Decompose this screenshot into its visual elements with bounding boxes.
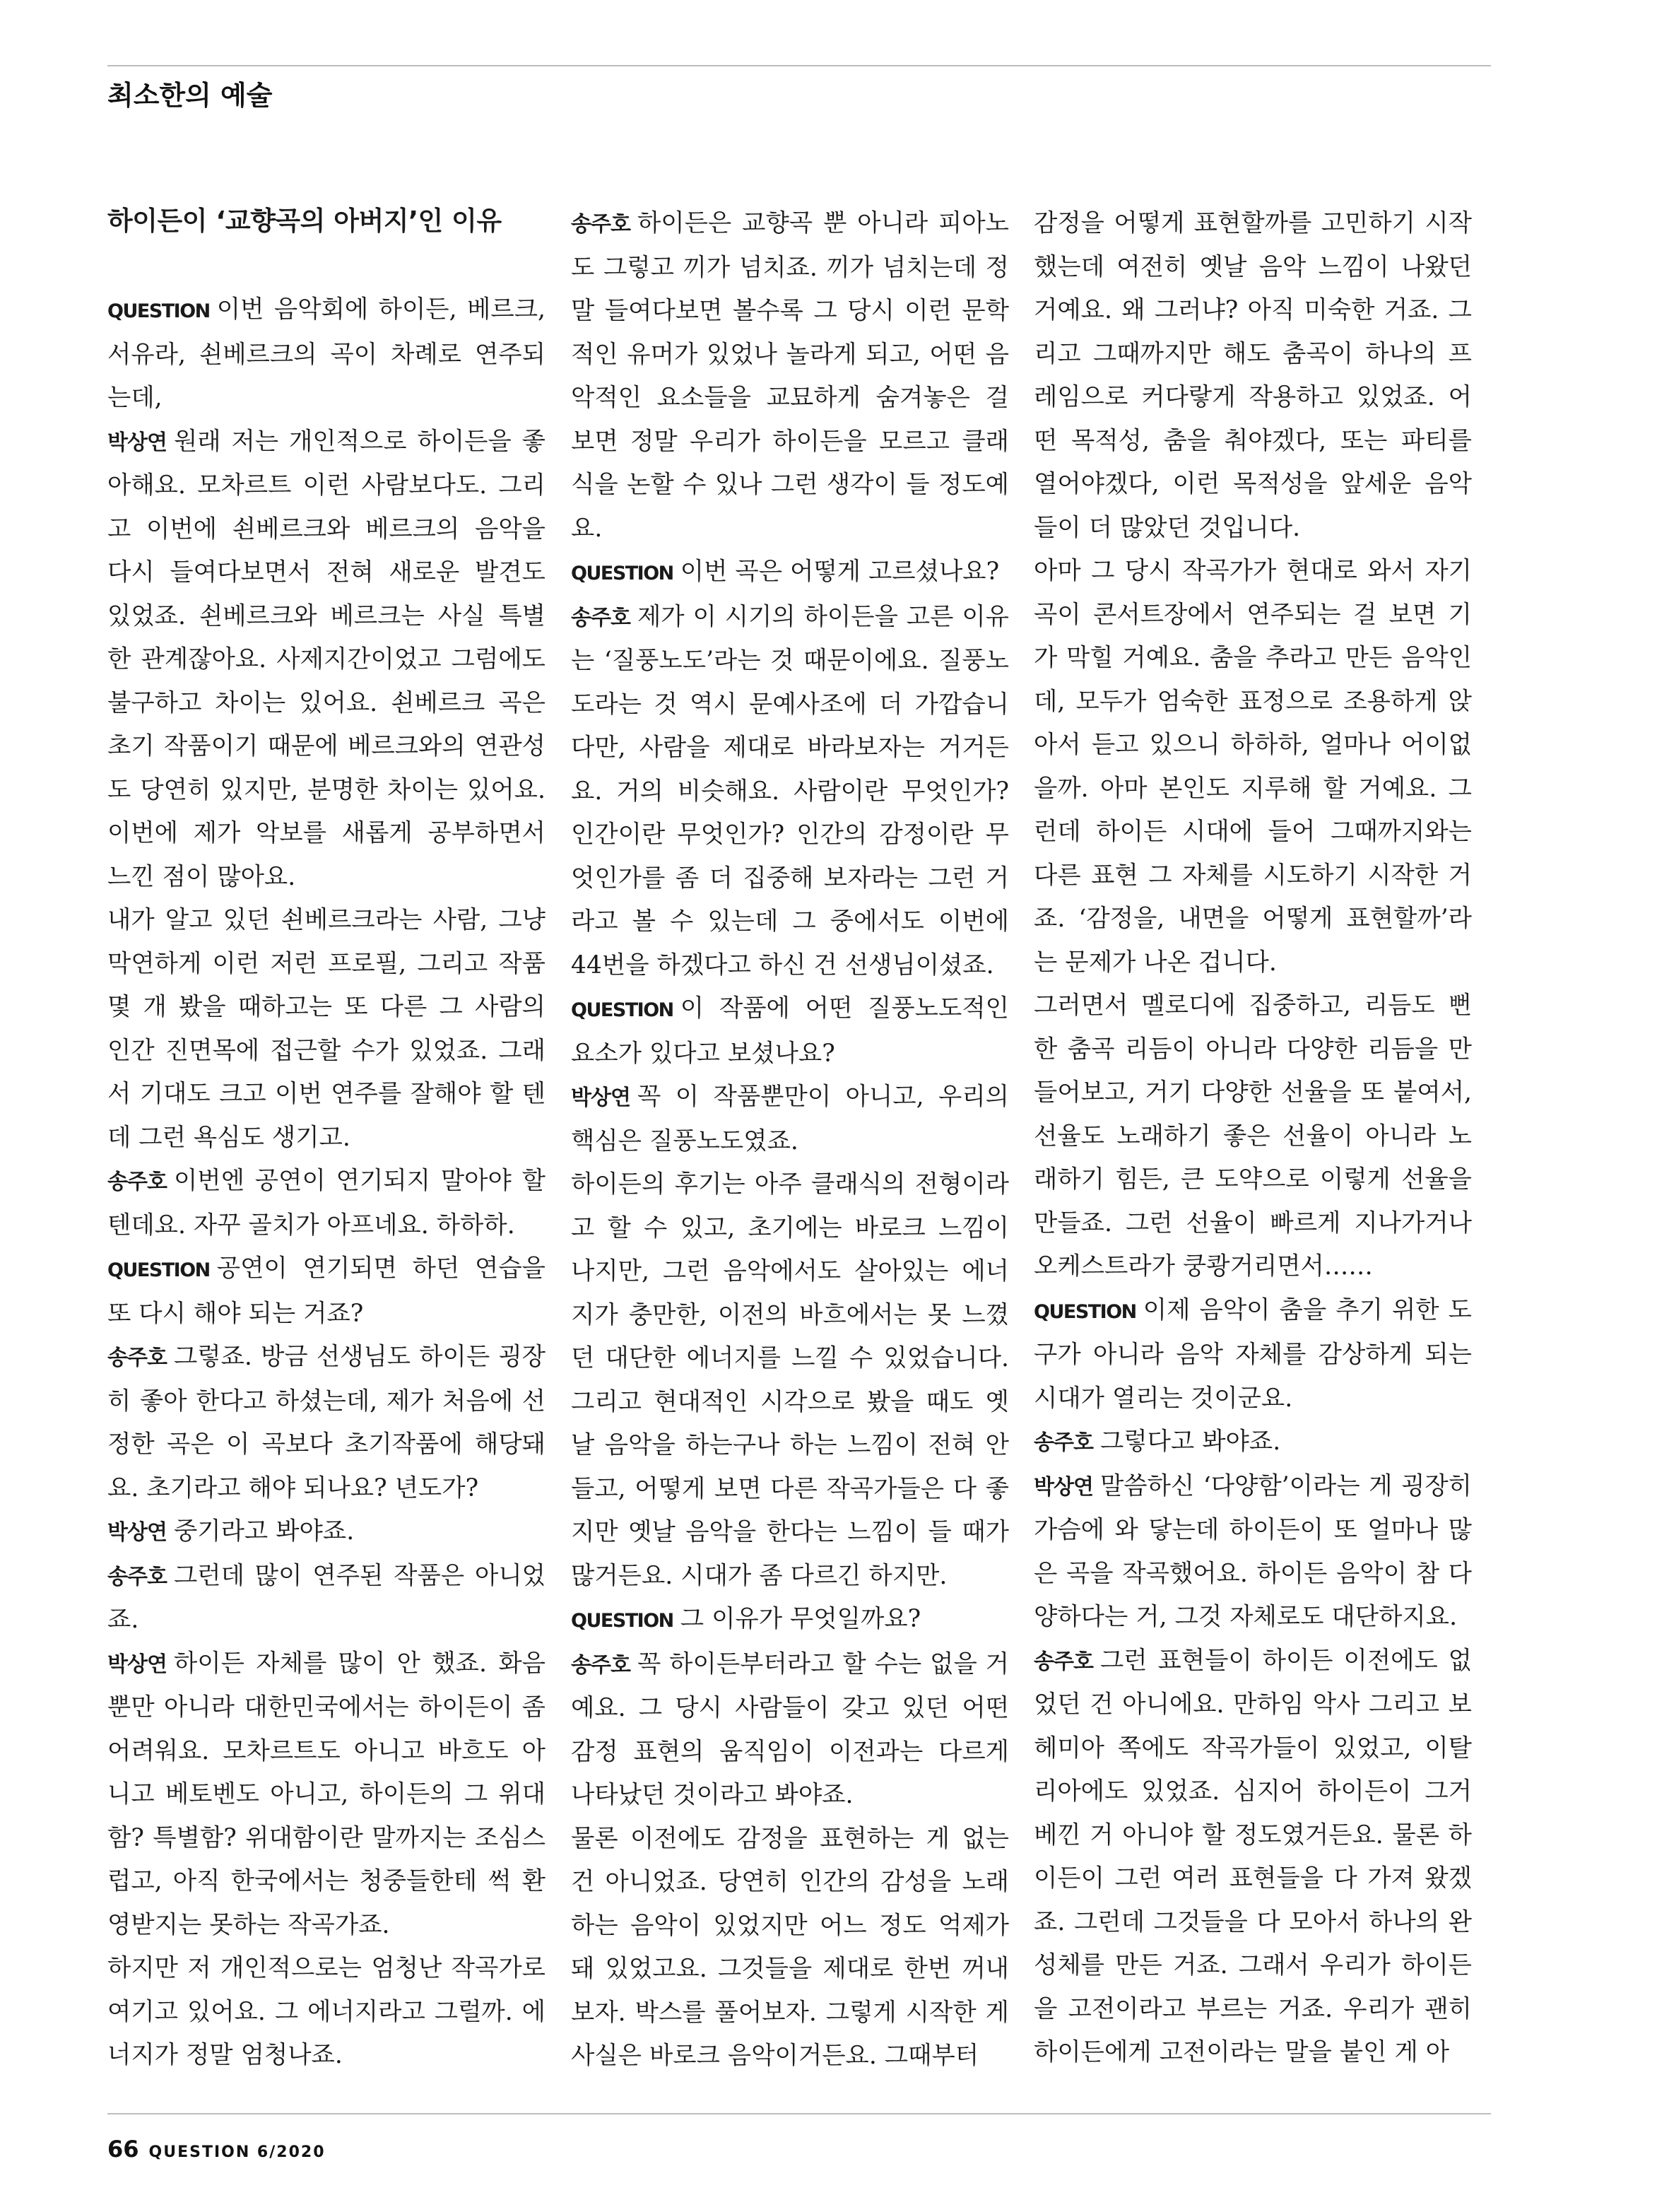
paragraph-text: 꼭 이 작품뿐만이 아니고, 우리의 핵심은 질풍노도였죠.: [571, 1083, 1009, 1155]
paragraph: [107, 420, 545, 900]
speaker-name: 박상연: [1034, 1474, 1093, 1500]
paragraph-text: 이 작품에 어떤 질풍노도적인 요소가 있다고 보셨나요?: [571, 994, 1009, 1068]
paragraph: [107, 1642, 545, 1948]
paragraph: [107, 1247, 545, 1336]
speaker-name: 송주호: [1034, 1649, 1093, 1674]
article-column-1: [107, 202, 545, 2078]
paragraph: [1034, 1289, 1472, 1421]
paragraph-text: 그런 표현들이 하이든 이전에도 없었던 건 아니에요. 만하임 악사 그리고 보헤미아 쪽에도 작곡가들이 있었고, 이탈리아에도 있었죠. 심지어 하이든이 그거 베낀 거 아니야 할 정도였거든요. 물론 하이든이 그런 여러 표현들을 다 가져 왔겠죠. 그런데 그것들을 다 모아서 하나의 완성체를 만든 거죠. 그래서 우리가 하이든을 고전이라고 부르는 거죠. 우리가 괜히 하이든에게 고전이라는 말을 붙인 게 아: [1034, 1646, 1472, 2066]
paragraph-text: 그렇죠. 방금 선생님도 하이든 굉장히 좋아 한다고 하셨는데, 제가 처음에 선정한 곡은 이 곡보다 초기작품에 해당돼요. 초기라고 해야 되나요? 년도가?: [107, 1343, 545, 1502]
paragraph-text: 그런데 많이 연주된 작품은 아니었죠.: [107, 1561, 545, 1634]
paragraph: [107, 1947, 545, 2078]
paragraph-text: 하지만 저 개인적으로는 엄청난 작곡가로 여기고 있어요. 그 에너지라고 그럴까. 에너지가 정말 엄청나죠.: [107, 1954, 545, 2069]
paragraph-text: 그렇다고 봐야죠.: [1099, 1428, 1281, 1456]
paragraph: [571, 1643, 1009, 1818]
speaker-name: 송주호: [107, 1346, 167, 1370]
speaker-name: 송주호: [107, 1564, 167, 1589]
article-title: 하이든이 ‘교향곡의 아버지’인 이유: [107, 206, 502, 236]
paragraph-text: 내가 알고 있던 쇤베르크라는 사람, 그냥 막연하게 이런 저런 프로필, 그리고 작품 몇 개 봤을 때하고는 또 다른 그 사람의 인간 진면목에 접근할 수가 있었죠. 그래서 기대도 크고 이번 연주를 잘해야 할 텐데 그런 욕심도 생기고.: [107, 906, 545, 1152]
paragraph-text: 공연이 연기되면 하던 연습을 또 다시 해야 되는 거죠?: [107, 1254, 545, 1328]
paragraph-text: 말씀하신 ‘다양함’이라는 게 굉장히 가슴에 와 닿는데 하이든이 또 얼마나 많은 곡을 작곡했어요. 하이든 음악이 참 다양하다는 거, 그것 자체로도 대단하지요.: [1034, 1471, 1472, 1631]
question-label: QUESTION: [107, 1259, 210, 1281]
paragraph-text: 하이든은 교향곡 뿐 아니라 피아노도 그렇고 끼가 넘치죠. 끼가 넘치는데 정말 들여다보면 볼수록 그 당시 이런 문학적인 유머가 있었나 놀라게 되고, 어떤 음악적인 요소들을 교묘하게 숨겨놓은 걸 보면 정말 우리가 하이든을 모르고 클래식을 논할 수 있나 그런 생각이 들 정도예요.: [571, 209, 1009, 543]
paragraph: [107, 899, 545, 1160]
paragraph: [107, 1555, 545, 1642]
paragraph: [571, 987, 1009, 1076]
paragraph: [107, 1510, 545, 1555]
paragraph: [107, 288, 545, 420]
speaker-name: 박상연: [571, 1086, 630, 1110]
question-label: QUESTION: [571, 999, 673, 1021]
speaker-name: 송주호: [571, 1652, 630, 1678]
paragraph-text: 이번 음악회에 하이든, 베르크, 서유라, 쇤베르크의 곡이 차례로 연주되는데,: [107, 295, 545, 412]
speaker-name: 송주호: [1034, 1430, 1093, 1455]
paragraph: [1034, 1420, 1472, 1465]
paragraph: [1034, 1465, 1472, 1640]
speaker-name: 박상연: [107, 430, 167, 455]
paragraph: [571, 202, 1009, 551]
article-column-3: [1034, 202, 1472, 2075]
header-rule: [107, 65, 1491, 66]
paragraph-text: 하이든의 후기는 아주 클래식의 전형이라고 할 수 있고, 초기에는 바로크 느낌이 나지만, 그런 음악에서도 살아있는 에너지가 충만한, 이전의 바흐에서는 못 느꼈던 대단한 에너지를 느낄 수 있었습니다. 그리고 현대적인 시각으로 봤을 때도 옛날 음악을 하는구나 하는 느낌이 전혀 안 들고, 어떻게 보면 다른 작곡가들은 다 좋지만 옛날 음악을 한다는 느낌이 들 때가 많거든요. 시대가 좀 다르긴 하지만.: [571, 1170, 1009, 1590]
paragraph: [571, 1163, 1009, 1598]
paragraph-text: 아마 그 당시 작곡가가 현대로 와서 자기 곡이 콘서트장에서 연주되는 걸 보면 기가 막힐 거예요. 춤을 추라고 만든 음악인데, 모두가 엄숙한 표정으로 조용하게 앉아서 듣고 있으니 하하하, 얼마나 어이없을까. 아마 본인도 지루해 할 거예요. 그런데 하이든 시대에 들어 그때까지와는 다른 표현 그 자체를 시도하기 시작한 거죠. ‘감정을, 내면을 어떻게 표현할까’라는 문제가 나온 겁니다.: [1034, 557, 1472, 977]
paragraph: [571, 1076, 1009, 1163]
paragraph-text: 꼭 하이든부터라고 할 수는 없을 거예요. 그 당시 사람들이 갖고 있던 어떤 감정 표현의 움직임이 이전과는 다르게 나타났던 것이라고 봐야죠.: [571, 1649, 1009, 1809]
page-number: 66: [107, 2136, 139, 2163]
paragraph-text: 감정을 어떻게 표현할까를 고민하기 시작했는데 여전히 옛날 음악 느낌이 나왔던 거예요. 왜 그러냐? 아직 미숙한 거죠. 그리고 그때까지만 해도 춤곡이 하나의 프레임으로 커다랗게 작용하고 있었죠. 어떤 목적성, 춤을 춰야겠다, 또는 파티를 열어야겠다, 이런 목적성을 앞세운 음악들이 더 많았던 것입니다.: [1034, 209, 1472, 542]
speaker-name: 박상연: [107, 1652, 167, 1677]
speaker-name: 송주호: [107, 1170, 167, 1194]
question-label: QUESTION: [1034, 1300, 1136, 1323]
section-title: 최소한의 예술: [107, 80, 273, 111]
speaker-name: 박상연: [107, 1520, 167, 1545]
article-column-2: [571, 202, 1009, 2078]
paragraph-text: 이번엔 공연이 연기되지 말아야 할 텐데요. 자꾸 골치가 아프네요. 하하하.: [107, 1167, 545, 1240]
paragraph-text: 그러면서 멜로디에 집중하고, 리듬도 뻔한 춤곡 리듬이 아니라 다양한 리듬을 만들어보고, 거기 다양한 선율을 또 붙여서, 선율도 노래하기 좋은 선율이 아니라 노래하기 힘든, 큰 도약으로 이렇게 선율을 만들죠. 그런 선율이 빠르게 지나가거나 오케스트라가 쿵쾅거리면서……: [1034, 992, 1472, 1281]
paragraph: [1034, 984, 1472, 1289]
paragraph-text: 그 이유가 무엇일까요?: [680, 1605, 921, 1633]
paragraph: [107, 1336, 545, 1510]
paragraph: [571, 596, 1009, 988]
question-label: QUESTION: [571, 563, 673, 584]
paragraph-text: 물론 이전에도 감정을 표현하는 게 없는 건 아니었죠. 당연히 인간의 감성을 노래하는 음악이 있었지만 어느 정도 억제가 돼 있었고요. 그것들을 제대로 한번 꺼내 보자. 박스를 풀어보자. 그렇게 시작한 게 사실은 바로크 음악이거든요. 그때부터: [571, 1824, 1009, 2070]
speaker-name: 송주호: [571, 212, 630, 237]
paragraph-text: 중기라고 봐야죠.: [173, 1517, 355, 1546]
paragraph-text: 이번 곡은 어떻게 고르셨나요?: [680, 558, 1000, 586]
paragraph-text: 제가 이 시기의 하이든을 고른 이유는 ‘질풍노도’라는 것 때문이에요. 질풍노도라는 것 역시 문예사조에 더 가깝습니다만, 사람을 제대로 바라보자는 거거든요. 거의 비슷해요. 사람이란 무엇인가? 인간이란 무엇인가? 인간의 감정이란 무엇인가를 좀 더 집중해 보자라는 그런 거라고 볼 수 있는데 그 중에서도 이번에 44번을 하겠다고 하신 건 선생님이셨죠.: [571, 602, 1009, 979]
paragraph-text: 원래 저는 개인적으로 하이든을 좋아해요. 모차르트 이런 사람보다도. 그리고 이번에 쇤베르크와 베르크의 음악을 다시 들여다보면서 전혀 새로운 발견도 있었죠. 쇤베르크와 베르크는 사실 특별한 관계잖아요. 사제지간이었고 그럼에도 불구하고 차이는 있어요. 쇤베르크 곡은 초기 작품이기 때문에 베르크와의 연관성도 당연히 있지만, 분명한 차이는 있어요. 이번에 제가 악보를 새롭게 공부하면서 느낀 점이 많아요.: [107, 427, 545, 891]
issue-label: QUESTION 6/2020: [148, 2143, 326, 2161]
paragraph: [571, 1818, 1009, 2078]
question-label: QUESTION: [107, 300, 210, 322]
paragraph: [571, 551, 1009, 596]
footer-rule: [107, 2113, 1491, 2114]
paragraph-text: 하이든 자체를 많이 안 했죠. 화음뿐만 아니라 대한민국에서는 하이든이 좀 어려워요. 모차르트도 아니고 바흐도 아니고 베토벤도 아니고, 하이든의 그 위대함? 특별함? 위대함이란 말까지는 조심스럽고, 아직 한국에서는 청중들한테 썩 환영받지는 못하는 작곡가죠.: [107, 1649, 545, 1939]
paragraph: [107, 1160, 545, 1247]
paragraph-text: 이제 음악이 춤을 추기 위한 도구가 아니라 음악 자체를 감상하게 되는 시대가 열리는 것이군요.: [1034, 1295, 1472, 1413]
question-label: QUESTION: [571, 1610, 673, 1632]
paragraph: [1034, 202, 1472, 550]
paragraph: [571, 1598, 1009, 1643]
paragraph: [1034, 1640, 1472, 2075]
speaker-name: 송주호: [571, 605, 630, 630]
page-footer: [107, 2136, 326, 2163]
paragraph: [1034, 550, 1472, 984]
